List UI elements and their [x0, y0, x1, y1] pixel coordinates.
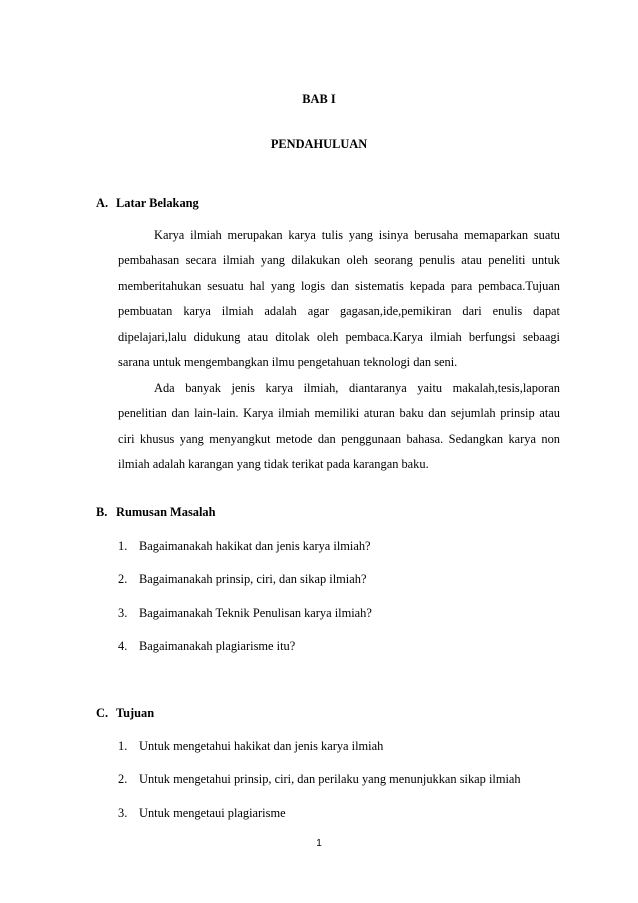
paragraph-line: penelitian dan lain-lain. Karya ilmiah memiliki aturan baku dan sejumlah prinsip atau	[118, 406, 560, 421]
chapter-number: BAB I	[302, 92, 336, 106]
list-number: 2.	[118, 772, 128, 786]
paragraph-line: ilmiah adalah karangan yang tidak terikat pada karangan baku.	[118, 457, 429, 472]
rumusan-item-3	[118, 606, 372, 621]
rumusan-item-4	[118, 639, 295, 654]
section-c-title: Tujuan	[116, 706, 155, 720]
section-b-heading	[96, 505, 216, 520]
tujuan-item-1	[118, 739, 383, 754]
paragraph-line: Karya ilmiah merupakan karya tulis yang isinya berusaha memaparkan suatu	[154, 228, 560, 242]
rumusan-item-1	[118, 539, 371, 554]
tujuan-item-3	[118, 806, 286, 821]
paragraph-line: memberitahukan sesuatu hal yang logis dan sistematis kepada para pembaca.Tujuan	[118, 278, 560, 293]
list-text: Untuk mengetahui hakikat dan jenis karya ilmiah	[139, 739, 384, 753]
list-number: 3.	[118, 606, 128, 620]
section-b-title: Rumusan Masalah	[116, 505, 216, 519]
paragraph-line: pembahasan secara ilmiah yang dilakukan oleh seorang penulis atau peneliti untuk	[118, 253, 560, 268]
latar-belakang-paragraph-2	[118, 376, 560, 478]
paragraph-line: sarana untuk mengembangkan ilmu pengetahuan teknologi dan seni.	[118, 355, 458, 370]
section-a-heading	[96, 196, 199, 211]
list-text: Untuk mengetahui prinsip, ciri, dan perilaku yang menunjukkan sikap ilmiah	[139, 772, 521, 786]
list-number: 2.	[118, 572, 128, 586]
tujuan-item-2	[118, 772, 521, 787]
rumusan-item-2	[118, 572, 366, 587]
list-number: 4.	[118, 639, 128, 653]
paragraph-line: Ada banyak jenis karya ilmiah, diantaranya yaitu makalah,tesis,laporan	[154, 381, 560, 395]
list-number: 1.	[118, 539, 128, 553]
list-text: Bagaimanakah prinsip, ciri, dan sikap ilmiah?	[139, 572, 367, 586]
chapter-title: PENDAHULUAN	[270, 137, 368, 151]
paragraph-line: pembuatan karya ilmiah adalah agar gagasan,ide,pemikiran dari enulis dapat	[118, 304, 560, 319]
section-a-letter: A.	[96, 196, 109, 210]
section-a-title: Latar Belakang	[116, 196, 199, 210]
list-text: Bagaimanakah hakikat dan jenis karya ilmiah?	[139, 539, 371, 553]
paragraph-line: ciri khusus yang menyangkut metode dan penggunaan bahasa. Sedangkan karya non	[118, 431, 560, 446]
list-text: Bagaimanakah Teknik Penulisan karya ilmiah?	[139, 606, 372, 620]
list-number: 3.	[118, 806, 128, 820]
section-b-letter: B.	[96, 505, 108, 519]
list-number: 1.	[118, 739, 128, 753]
section-c-letter: C.	[96, 706, 109, 720]
latar-belakang-paragraph-1	[118, 223, 560, 375]
list-text: Untuk mengetaui plagiarisme	[139, 806, 286, 820]
section-c-heading	[96, 706, 154, 721]
list-text: Bagaimanakah plagiarisme itu?	[139, 639, 296, 653]
paragraph-line: dipelajari,lalu didukung atau ditolak oleh pembaca.Karya ilmiah berfungsi sebaagi	[118, 329, 560, 344]
page-number: 1	[316, 838, 322, 849]
